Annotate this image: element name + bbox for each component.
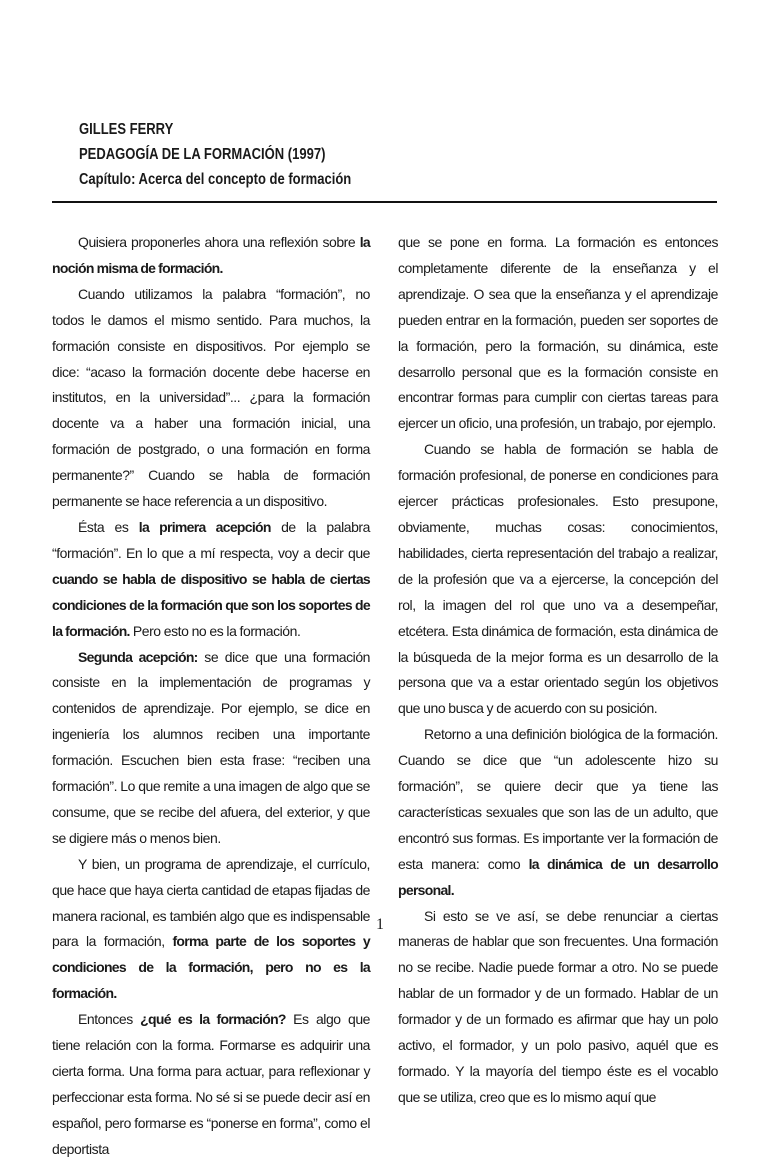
paragraph: Segunda acepción: se dice que una formación consiste en la implementación de programas y contenidos de aprendizaje. Por ejemplo, se dice en ingeniería los alumnos reciben una importante formación. Escuchen bien esta frase: “reciben una formación”. Lo que remite a una imagen de algo que se consume, que se recibe del afuera, del exterior, y que se digiere más o menos bien. bbox=[52, 648, 370, 846]
right-column bbox=[398, 230, 718, 1111]
paragraph: Cuando utilizamos la palabra “formación”, no todos le damos el mismo sentido. Para muchos, la formación consiste en dispositivos. Por ejemplo se dice: “acaso la formación docente debe hacerse en institutos, en la universidad”... ¿para la formación docente va a haber una formación inicial, una formación de postgrado, o una formación en forma permanente?” Cuando se habla de formación permanente se hace referencia a un dispositivo. bbox=[52, 285, 370, 510]
author-name: GILLES FERRY bbox=[79, 121, 174, 138]
paragraph: Quisiera proponerles ahora una reflexión sobre la noción misma de formación. bbox=[52, 234, 370, 276]
document-header bbox=[79, 117, 403, 192]
paragraph: Cuando se habla de formación se habla de formación profesional, de ponerse en condiciones para ejercer prácticas profesionales. Esto presupone, obviamente, muchas cosas: conocimientos, habilidades, cierta representación del trabajo a realizar, de la profesión que va a ejercerse, la concepción del rol, la imagen del rol que uno va a desempeñar, etcétera. Esta dinámica de formación, esta dinámica de la búsqueda de la mejor forma es un desarrollo de la persona que va a estar orientado según los objetivos que uno busca y de acuerdo con su posición. bbox=[398, 441, 718, 717]
paragraph: que se pone en forma. La formación es entonces completamente diferente de la enseñanza y el aprendizaje. O sea que la enseñanza y el aprendizaje pueden entrar en la formación, pueden ser soportes de la formación, pero la formación, su dinámica, este desarrollo personal que es la formación consiste en encontrar formas para cumplir con ciertas tareas para ejercer un oficio, una profesión, un trabajo, por ejemplo. bbox=[398, 234, 718, 432]
left-column bbox=[52, 230, 370, 1163]
paragraph: Ésta es la primera acepción de la palabra “formación”. En lo que a mí respecta, voy a decir que cuando se habla de dispositivo se habla de ciertas condiciones de la formación que son los soportes de la formación. Pero esto no es la formación. bbox=[52, 518, 370, 639]
header-rule bbox=[52, 201, 717, 203]
chapter-title: Capítulo: Acerca del concepto de formación bbox=[79, 171, 352, 188]
paragraph: Entonces ¿qué es la formación? Es algo que tiene relación con la forma. Formarse es adquirir una cierta forma. Una forma para actuar, para reflexionar y perfeccionar esta forma. No sé si se puede decir así en español, pero formarse es “ponerse en forma”, como el deportista bbox=[52, 1011, 370, 1157]
paragraph: Y bien, un programa de aprendizaje, el currículo, que hace que haya cierta cantidad de etapas fijadas de manera racional, es también algo que es indispensable para la formación, forma parte de los soportes y condiciones de la formación, pero no es la formación. bbox=[52, 855, 370, 1002]
book-title: PEDAGOGÍA DE LA FORMACIÓN (1997) bbox=[79, 146, 326, 163]
paragraph: Retorno a una definición biológica de la formación. Cuando se dice que “un adolescente hizo su formación”, se quiere decir que ya tiene las características sexuales que son las de un adulto, que encontró sus formas. Es importante ver la formación de esta manera: como la dinámica de un desarrollo personal. bbox=[398, 726, 718, 898]
paragraph: Si esto se ve así, se debe renunciar a ciertas maneras de hablar que son frecuentes. Una formación no se recibe. Nadie puede formar a otro. No se puede hablar de un formador y de un formado. Hablar de un formador y de un formado es afirmar que hay un polo activo, el formador, y un polo pasivo, aquél que es formado. Y la mayoría del tiempo éste es el vocablo que se utiliza, creo que es lo mismo aquí que bbox=[398, 907, 718, 1105]
page-number: 1 bbox=[376, 916, 384, 933]
